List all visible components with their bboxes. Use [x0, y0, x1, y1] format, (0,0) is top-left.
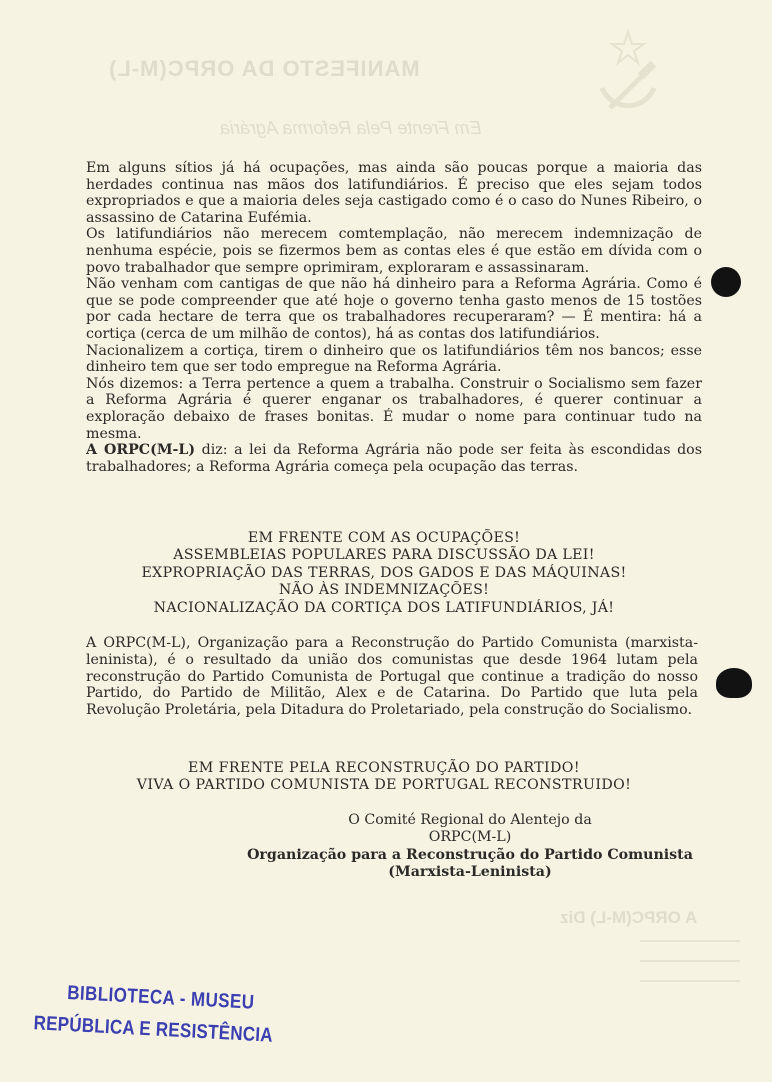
orpc-statement-text: diz: a lei da Reforma Agrária não pode ser feita às escondidas dos trabalhadores; a Reforma Agrária começa pela ocupação das terras. [86, 442, 703, 475]
closing-slogans [86, 760, 682, 795]
signature-line: O Comité Regional do Alentejo da [348, 812, 592, 828]
body-paragraph: Não venham com cantigas de que não há dinheiro para a Reforma Agrária. Como é que se pode compreender que até hoje o governo tenha gasto menos de 15 tostões por cada hectare de terra que os trabalhadores recuperaram? — É mentira: há a cortiça (cerca de um milhão de contos), há as contas dos latifundiários. [86, 276, 702, 342]
stamp-line: REPÚBLICA E RESISTÊNCIA [33, 1012, 274, 1047]
stamp-line: BIBLIOTECA - MUSEU [66, 981, 255, 1014]
library-stamp [25, 978, 299, 1082]
about-paragraph: A ORPC(M-L), Organização para a Reconstrução do Partido Comunista (marxista-leninista), é o resultado da união dos comunistas que desde 1964 lutam pela reconstrução do Partido Comunista de Portugal que continue a tradição do nosso Partido, do Partido de Militão, Alex e de Catarina. Do Partido que luta pela Revolução Proletária, pela Ditadura do Proletariado, pela construção do Socialismo. [86, 635, 698, 719]
orpc-name: A ORPC(M-L) [86, 442, 196, 459]
organization-name: Organização para a Reconstrução do Partido Comunista [247, 846, 693, 863]
bleed-through-subtitle: Em Frente Pela Reforma Agrária [220, 118, 482, 138]
closing-slogan: EM FRENTE PELA RECONSTRUÇÃO DO PARTIDO! [188, 760, 580, 776]
slogan: ASSEMBLEIAS POPULARES PARA DISCUSSÃO DA LEI! [173, 547, 595, 564]
slogan: EXPROPRIAÇÃO DAS TERRAS, DOS GADOS E DAS MÁQUINAS! [141, 564, 627, 581]
signature-block [240, 812, 700, 882]
bleed-through-lines [640, 940, 740, 1000]
punch-hole [716, 668, 752, 698]
orpc-statement [86, 442, 702, 475]
body-paragraph: Os latifundiários não merecem comtemplação, não merecem indemnização de nenhuma espécie, pois se fizermos bem as contas eles é que estão em dívida com o povo trabalhador que sempre oprimiram, exploraram e assassinaram. [86, 226, 702, 276]
signature-line: ORPC(M-L) [428, 829, 512, 846]
organization-subtitle: (Marxista-Leninista) [388, 864, 552, 881]
punch-hole [711, 267, 741, 297]
slogan: EM FRENTE COM AS OCUPAÇÕES! [247, 530, 521, 546]
slogan: NACIONALIZAÇÃO DA CORTIÇA DOS LATIFUNDIÁRIOS, JÁ! [153, 599, 615, 616]
body-paragraph: Nós dizemos: a Terra pertence a quem a trabalha. Construir o Socialismo sem fazer a Reforma Agrária é querer enganar os trabalhadores, é querer continuar a exploração debaixo de frases bonitas. É mudar o nome para continuar tudo na mesma. [86, 375, 702, 442]
hammer-sickle-icon [588, 28, 668, 118]
bleed-through-title: MANIFESTO DA ORPC(M-L) [108, 56, 420, 81]
body-text [86, 160, 702, 475]
body-paragraph: Em alguns sítios já há ocupações, mas ainda são poucas porque a maioria das herdades continua nas mãos dos latifundiários. É preciso que eles sejam todos expropriados e que a maioria deles seja castigado como é o caso do Nunes Ribeiro, o assassino de Catarina Eufémia. [86, 160, 702, 226]
closing-slogan: VIVA O PARTIDO COMUNISTA DE PORTUGAL RECONSTRUIDO! [136, 777, 632, 794]
body-paragraph: Nacionalizem a cortiça, tirem o dinheiro que os latifundiários têm nos bancos; esse dinheiro tem que ser todo empregue na Reforma Agrária. [86, 342, 702, 376]
slogan: NÃO ÀS INDEMNIZAÇÕES! [278, 582, 490, 599]
bleed-through-heading: A ORPC(M-L) Diz [560, 908, 698, 927]
slogan-list [86, 530, 682, 617]
